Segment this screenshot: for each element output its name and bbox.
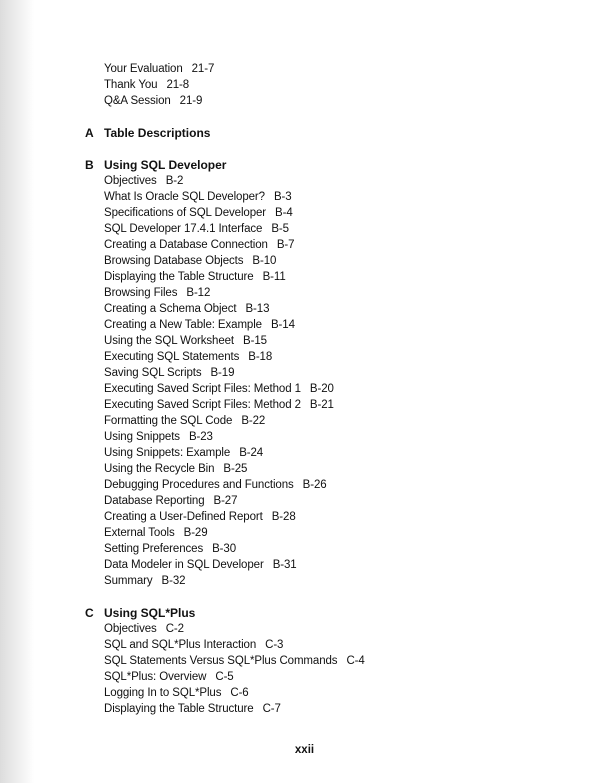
- toc-entry-title: Setting Preferences: [104, 543, 204, 555]
- toc-entry-title: Executing SQL Statements: [104, 351, 240, 363]
- section-letter: A: [85, 126, 94, 140]
- toc-entry-page: B-3: [273, 191, 292, 203]
- toc-entry-title: Browsing Database Objects: [104, 255, 244, 267]
- toc-entry: [104, 222, 289, 236]
- toc-entry-title: Displaying the Table Structure: [104, 271, 254, 283]
- toc-entry: [104, 654, 365, 668]
- toc-entry: [104, 542, 236, 556]
- toc-entry: [104, 94, 202, 108]
- toc-entry-title: Using the Recycle Bin: [104, 463, 215, 475]
- section-letter: C: [85, 606, 94, 620]
- toc-entry-page: B-32: [161, 575, 186, 587]
- toc-entry-title: Using the SQL Worksheet: [104, 335, 235, 347]
- toc-entry: [104, 414, 265, 428]
- toc-entry-page: B-29: [183, 527, 208, 539]
- toc-entry-title: Q&A Session: [104, 95, 171, 107]
- toc-entry-page: B-30: [212, 543, 237, 555]
- toc-entry-title: Saving SQL Scripts: [104, 367, 202, 379]
- toc-entry-title: What Is Oracle SQL Developer?: [104, 191, 265, 203]
- toc-entry-page: B-5: [271, 223, 289, 235]
- toc-entry-title: Executing Saved Script Files: Method 1: [104, 383, 301, 395]
- toc-entry-title: SQL*Plus: Overview: [104, 671, 207, 683]
- toc-entry-page: 21-7: [191, 63, 215, 75]
- toc-entry-page: B-11: [262, 271, 286, 283]
- toc-entry-title: Browsing Files: [104, 287, 178, 299]
- toc-entry-page: B-27: [213, 495, 238, 507]
- toc-entry-title: Creating a Database Connection: [104, 239, 268, 251]
- toc-entry: [104, 382, 334, 396]
- toc-entry-title: SQL Developer 17.4.1 Interface: [104, 223, 263, 235]
- toc-entry-page: B-25: [223, 463, 248, 475]
- toc-entry-page: B-4: [275, 207, 293, 219]
- toc-entry: [104, 686, 249, 700]
- toc-entry-title: Thank You: [104, 79, 158, 91]
- toc-entry-page: B-15: [243, 335, 267, 347]
- toc-entry-page: B-7: [276, 239, 295, 251]
- toc-entry-page: 21-8: [166, 79, 190, 91]
- toc-entry-page: B-13: [245, 303, 270, 315]
- toc-entry-page: B-2: [165, 175, 184, 187]
- toc-entry: [104, 302, 269, 316]
- toc-entry-page: B-18: [248, 351, 273, 363]
- toc-entry: [104, 574, 185, 588]
- toc-entry: [104, 190, 292, 204]
- toc-entry: [104, 206, 293, 220]
- toc-entry: [104, 462, 247, 476]
- toc-entry: [104, 270, 286, 284]
- toc-entry: [104, 78, 189, 92]
- toc-entry: [104, 446, 263, 460]
- toc-entry-page: C-7: [262, 703, 281, 715]
- toc-entry-page: C-6: [230, 687, 249, 699]
- toc-entry: [104, 510, 296, 524]
- toc-entry-title: Your Evaluation: [104, 63, 183, 75]
- toc-entry: [104, 702, 281, 716]
- toc-entry-title: Displaying the Table Structure: [104, 703, 254, 715]
- toc-entry-page: B-24: [239, 447, 264, 459]
- toc-entry-title: Specifications of SQL Developer: [104, 207, 267, 219]
- toc-entry-title: Objectives: [104, 175, 157, 187]
- section-letter: B: [85, 158, 94, 172]
- toc-entry: [104, 62, 214, 76]
- toc-entry-title: Debugging Procedures and Functions: [104, 479, 294, 491]
- toc-entry-title: Data Modeler in SQL Developer: [104, 559, 264, 571]
- toc-entry-page: B-10: [252, 255, 277, 267]
- toc-entry: [104, 670, 234, 684]
- toc-entry-page: B-28: [271, 511, 296, 523]
- toc-entry: [104, 286, 210, 300]
- toc-entry-title: Using Snippets: [104, 431, 180, 443]
- toc-entry-page: C-3: [265, 639, 284, 651]
- toc-entry-page: B-22: [241, 415, 266, 427]
- toc-entry-title: Creating a User-Defined Report: [104, 511, 263, 523]
- toc-entry: [104, 350, 272, 364]
- toc-entry-title: SQL Statements Versus SQL*Plus Commands: [104, 655, 338, 667]
- toc-entry: [104, 238, 294, 252]
- toc-entry-title: Creating a Schema Object: [104, 303, 237, 315]
- toc-entry-title: Logging In to SQL*Plus: [104, 687, 222, 699]
- section-title: Using SQL*Plus: [104, 606, 196, 620]
- toc-entry-page: C-4: [346, 655, 365, 667]
- toc-entry-page: B-20: [309, 383, 334, 395]
- toc-entry: [104, 638, 283, 652]
- toc-entry-page: B-19: [210, 367, 235, 379]
- toc-entry: [104, 430, 213, 444]
- toc-entry-title: Database Reporting: [104, 495, 205, 507]
- toc-entry: [104, 334, 267, 348]
- toc-entry-page: B-21: [309, 399, 334, 411]
- toc-entry-page: C-2: [165, 623, 184, 635]
- toc-entry-title: Using Snippets: Example: [104, 447, 231, 459]
- toc-entry: [104, 622, 184, 636]
- toc-entry-title: Executing Saved Script Files: Method 2: [104, 399, 301, 411]
- toc-entry-page: C-5: [215, 671, 234, 683]
- section-title: Table Descriptions: [104, 126, 211, 140]
- toc-entry-page: B-31: [272, 559, 297, 571]
- toc-entry: [104, 494, 237, 508]
- toc-entry-page: B-23: [188, 431, 213, 443]
- page-number: xxii: [294, 744, 315, 756]
- toc-entry: [104, 478, 327, 492]
- toc-entry: [104, 318, 295, 332]
- toc-entry-title: External Tools: [104, 527, 175, 539]
- toc-entry-page: B-14: [270, 319, 295, 331]
- toc-entry-page: 21-9: [179, 95, 203, 107]
- toc-entry: [104, 558, 297, 572]
- toc-entry: [104, 366, 234, 380]
- toc-entry-page: B-26: [302, 479, 327, 491]
- toc-entry: [104, 174, 183, 188]
- toc-entry-title: Summary: [104, 575, 153, 587]
- toc-entry-page: B-12: [186, 287, 211, 299]
- section-title: Using SQL Developer: [104, 158, 227, 172]
- toc-entry-title: Creating a New Table: Example: [104, 319, 262, 331]
- toc-entry-title: Objectives: [104, 623, 157, 635]
- toc-entry: [104, 398, 334, 412]
- toc-entry: [104, 254, 276, 268]
- toc-entry-title: SQL and SQL*Plus Interaction: [104, 639, 257, 651]
- toc-entry: [104, 526, 208, 540]
- toc-entry-title: Formatting the SQL Code: [104, 415, 233, 427]
